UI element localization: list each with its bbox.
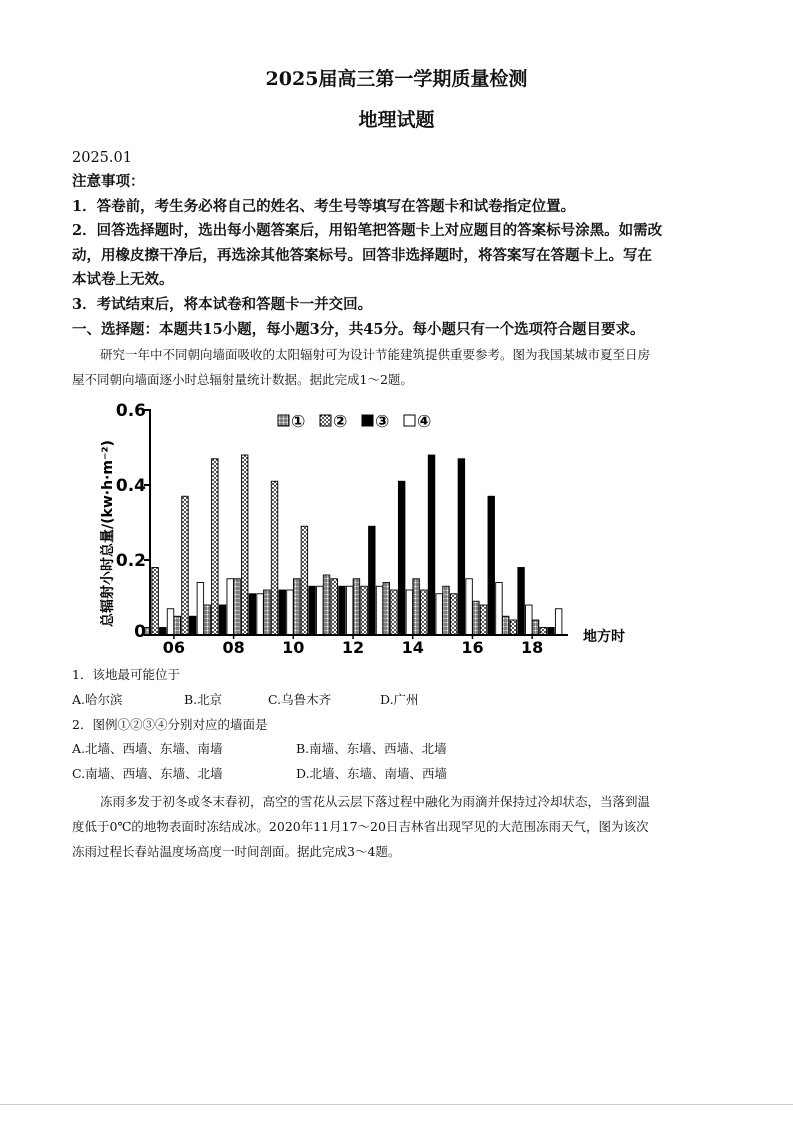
bar-series-4 [227, 579, 234, 635]
bar-series-2 [331, 579, 338, 635]
bar-series-1 [174, 616, 181, 635]
question-1-options [72, 688, 419, 712]
bar-series-1 [413, 579, 420, 635]
bar-series-1 [383, 583, 390, 636]
passage2-line: 冻雨过程长春站温度场高度一时间剖面。据此完成3～4题。 [72, 844, 401, 859]
x-tick-label: 16 [461, 638, 484, 657]
bar-series-4 [526, 605, 533, 635]
notice-heading: 注意事项： [72, 173, 145, 190]
bar-series-1 [502, 616, 509, 635]
x-tick-label: 18 [521, 638, 544, 657]
bar-series-2 [510, 620, 517, 635]
x-tick-label: 14 [401, 638, 424, 657]
legend-label-1: ① [291, 412, 306, 432]
bar-series-2 [271, 481, 278, 635]
notice-line: 2．回答选择题时，选出每小题答案后，用铅笔把答题卡上对应题目的答案标号涂黑。如需改 [72, 222, 663, 239]
bar-series-1 [204, 605, 211, 635]
x-tick-label: 06 [162, 638, 186, 657]
bar-series-3 [518, 568, 525, 636]
bar-series-4 [287, 590, 294, 635]
section-heading: 一、选择题：本题共15小题，每小题3分，共45分。每小题只有一个选项符合题目要求。 [72, 321, 645, 338]
bar-series-3 [279, 590, 286, 635]
passage1-line: 屋不同朝向墙面逐小时总辐射量统计数据。据此完成1～2题。 [72, 372, 413, 387]
bar-series-4 [406, 590, 413, 635]
x-tick-label: 08 [222, 638, 245, 657]
x-axis-label: 地方时 [583, 629, 625, 645]
bar-series-3 [160, 628, 167, 636]
legend-swatch-3 [362, 415, 373, 426]
legend-swatch-4 [404, 415, 415, 426]
bar-series-1 [532, 620, 539, 635]
bar-series-3 [309, 586, 316, 635]
bar-series-3 [219, 605, 226, 635]
q1-option-c[interactable]: C.乌鲁木齐 [268, 692, 332, 707]
bar-series-4 [317, 586, 324, 635]
bar-series-1 [443, 586, 450, 635]
bar-series-4 [376, 586, 383, 635]
bar-series-3 [488, 496, 495, 635]
bar-series-4 [436, 594, 443, 635]
bar-series-2 [391, 590, 398, 635]
question-2-options-row2 [72, 762, 447, 786]
bar-series-2 [212, 459, 219, 635]
passage2-line: 冻雨多发于初冬或冬末春初，高空的雪花从云层下落过程中融化为雨滴并保持过冷却状态，当落到温 [100, 794, 651, 809]
bar-series-3 [189, 616, 196, 635]
bar-series-3 [458, 459, 465, 635]
bar-series-4 [466, 579, 473, 635]
x-tick-label: 10 [282, 638, 305, 657]
bar-series-3 [548, 628, 555, 636]
q1-option-d[interactable]: D.广州 [380, 692, 419, 707]
bar-series-1 [473, 601, 480, 635]
passage1-line: 研究一年中不同朝向墙面吸收的太阳辐射可为设计节能建筑提供重要参考。图为我国某城市夏至日房 [100, 347, 651, 362]
exam-date: 2025.01 [72, 150, 132, 166]
bar-series-2 [361, 586, 368, 635]
legend-label-2: ② [333, 412, 348, 432]
bar-series-2 [152, 568, 159, 636]
q2-option-a[interactable]: A.北墙、西墙、东墙、南墙 [72, 741, 223, 756]
bar-series-4 [496, 583, 503, 636]
bar-series-3 [428, 455, 435, 635]
legend-swatch-2 [320, 415, 331, 426]
notice-line: 3．考试结束后，将本试卷和答题卡一并交回。 [72, 296, 373, 313]
bar-series-1 [264, 590, 271, 635]
bar-series-1 [293, 579, 300, 635]
chart-bars [144, 455, 562, 635]
bar-series-4 [346, 586, 353, 635]
bar-series-3 [339, 586, 346, 635]
bar-series-4 [555, 609, 562, 635]
bar-series-2 [540, 628, 547, 636]
y-tick-label: 0.6 [115, 401, 146, 421]
y-axis-label: 总辐射小时总量/(kw·h·m⁻²) [100, 440, 116, 627]
x-tick-label: 12 [341, 638, 365, 657]
notice-line: 1．答卷前，考生务必将自己的姓名、考生号等填写在答题卡和试卷指定位置。 [72, 198, 576, 215]
bar-series-4 [197, 583, 204, 636]
x-ticks [163, 635, 544, 657]
y-tick-label: 0.4 [115, 476, 146, 496]
chart-legend [278, 412, 431, 432]
bar-series-2 [450, 594, 457, 635]
bar-series-4 [257, 594, 264, 635]
legend-label-3: ③ [375, 412, 390, 432]
legend-label-4: ④ [417, 412, 432, 432]
bar-series-2 [301, 526, 308, 635]
bar-series-1 [353, 579, 360, 635]
q2-option-c[interactable]: C.南墙、西墙、东墙、北墙 [72, 766, 223, 781]
exam-title: 2025届高三第一学期质量检测 [265, 68, 528, 90]
question-2-options-row1 [72, 737, 447, 761]
exam-subject: 地理试题 [358, 109, 435, 131]
question-2-stem: 2．图例①②③④分别对应的墙面是 [72, 717, 268, 732]
notice-line: 动，用橡皮擦干净后，再选涂其他答案标号。回答非选择题时，将答案写在答题卡上。写在 [72, 247, 652, 264]
page-bottom-rule [0, 1104, 793, 1105]
q2-option-b[interactable]: B.南墙、东墙、西墙、北墙 [296, 741, 447, 756]
y-ticks [116, 401, 150, 642]
passage2-line: 度低于0℃的地物表面时冻结成冰。2020年11月17～20日吉林省出现罕见的大范围冻雨天气，图为该次 [72, 819, 649, 834]
q1-option-b[interactable]: B.北京 [184, 692, 223, 707]
q2-option-d[interactable]: D.北墙、东墙、南墙、西墙 [296, 766, 448, 781]
bar-series-3 [249, 594, 256, 635]
bar-series-2 [421, 590, 428, 635]
question-1-stem: 1．该地最可能位于 [72, 667, 180, 682]
bar-series-2 [480, 605, 487, 635]
bar-series-2 [241, 455, 248, 635]
bar-series-2 [182, 496, 189, 635]
bar-series-3 [398, 481, 405, 635]
bar-series-3 [369, 526, 376, 635]
y-tick-label: 0.2 [115, 551, 146, 571]
bar-series-4 [167, 609, 174, 635]
bar-series-1 [234, 579, 241, 635]
q1-option-a[interactable]: A.哈尔滨 [72, 692, 123, 707]
bar-series-1 [323, 575, 330, 635]
notice-line: 本试卷上无效。 [72, 271, 174, 288]
radiation-bar-chart [100, 395, 660, 657]
y-tick-label: 0 [134, 622, 146, 642]
legend-swatch-1 [278, 415, 289, 426]
